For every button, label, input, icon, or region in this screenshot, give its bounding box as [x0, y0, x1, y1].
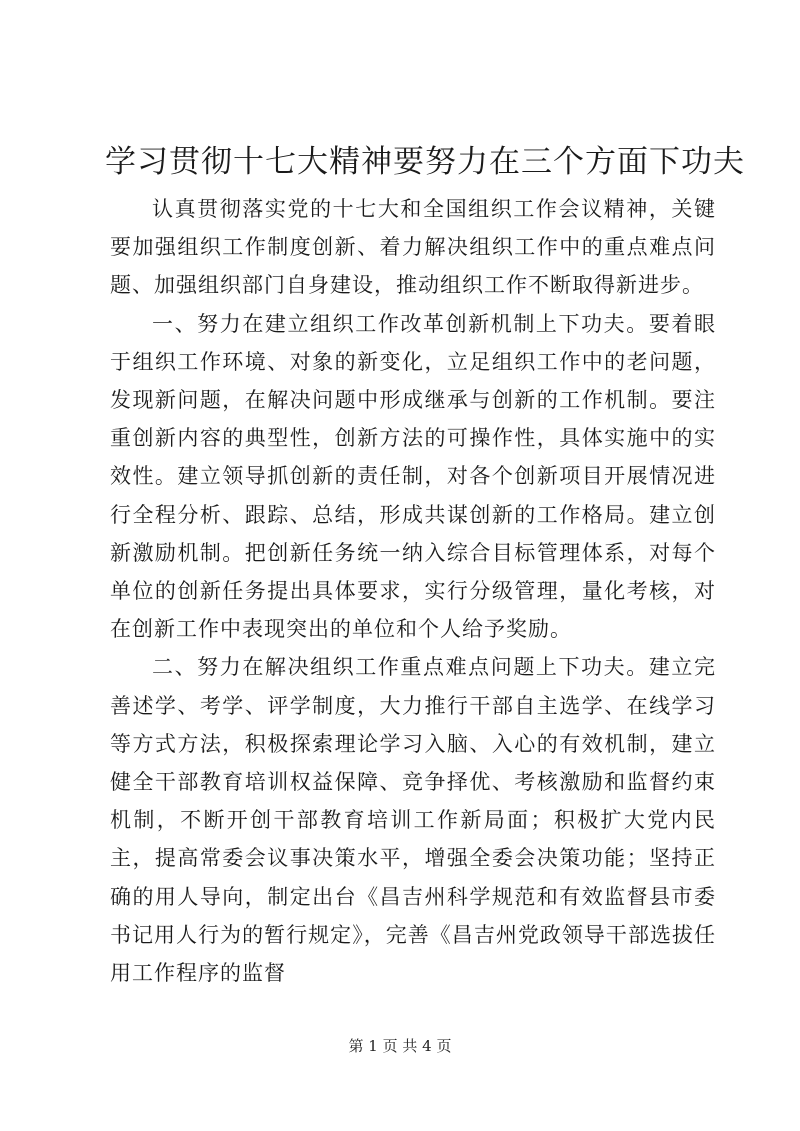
paragraph-section-two: 二、努力在解决组织工作重点难点问题上下功夫。建立完善述学、考学、评学制度，大力推行干部自主选学、在线学习等方式方法，积极探索理论学习入脑、入心的有效机制，建立健全干部教育培训权益保障、竞争择优、考核激励和监督约束机制，不断开创干部教育培训工作新局面；积极扩大党内民主，提高常委会议事决策水平，增强全委会决策功能；坚持正确的用人导向，制定出台《昌吉州科学规范和有效监督县市委书记用人行为的暂行规定》，完善《昌吉州党政领导干部选拔任用工作程序的监督: [110, 655, 716, 986]
paragraph-section-one: 一、努力在建立组织工作改革创新机制上下功夫。要着眼于组织工作环境、对象的新变化，立足组织工作中的老问题，发现新问题，在解决问题中形成继承与创新的工作机制。要注重创新内容的典型性，创新方法的可操作性，具体实施中的实效性。建立领导抓创新的责任制，对各个创新项目开展情况进行全程分析、跟踪、总结，形成共谋创新的工作格局。建立创新激励机制。把创新任务统一纳入综合目标管理体系，对每个单位的创新任务提出具体要求，实行分级管理，量化考核，对在创新工作中表现突出的单位和个人给予奖励。: [110, 311, 716, 642]
document-title: 学习贯彻十七大精神要努力在三个方面下功夫: [105, 144, 745, 180]
page-footer: 第 1 页 共 4 页: [348, 1037, 452, 1055]
document-body: [110, 190, 716, 992]
paragraph-intro: 认真贯彻落实党的十七大和全国组织工作会议精神，关键要加强组织工作制度创新、着力解决组织工作中的重点难点问题、加强组织部门自身建设，推动组织工作不断取得新进步。: [110, 197, 716, 298]
